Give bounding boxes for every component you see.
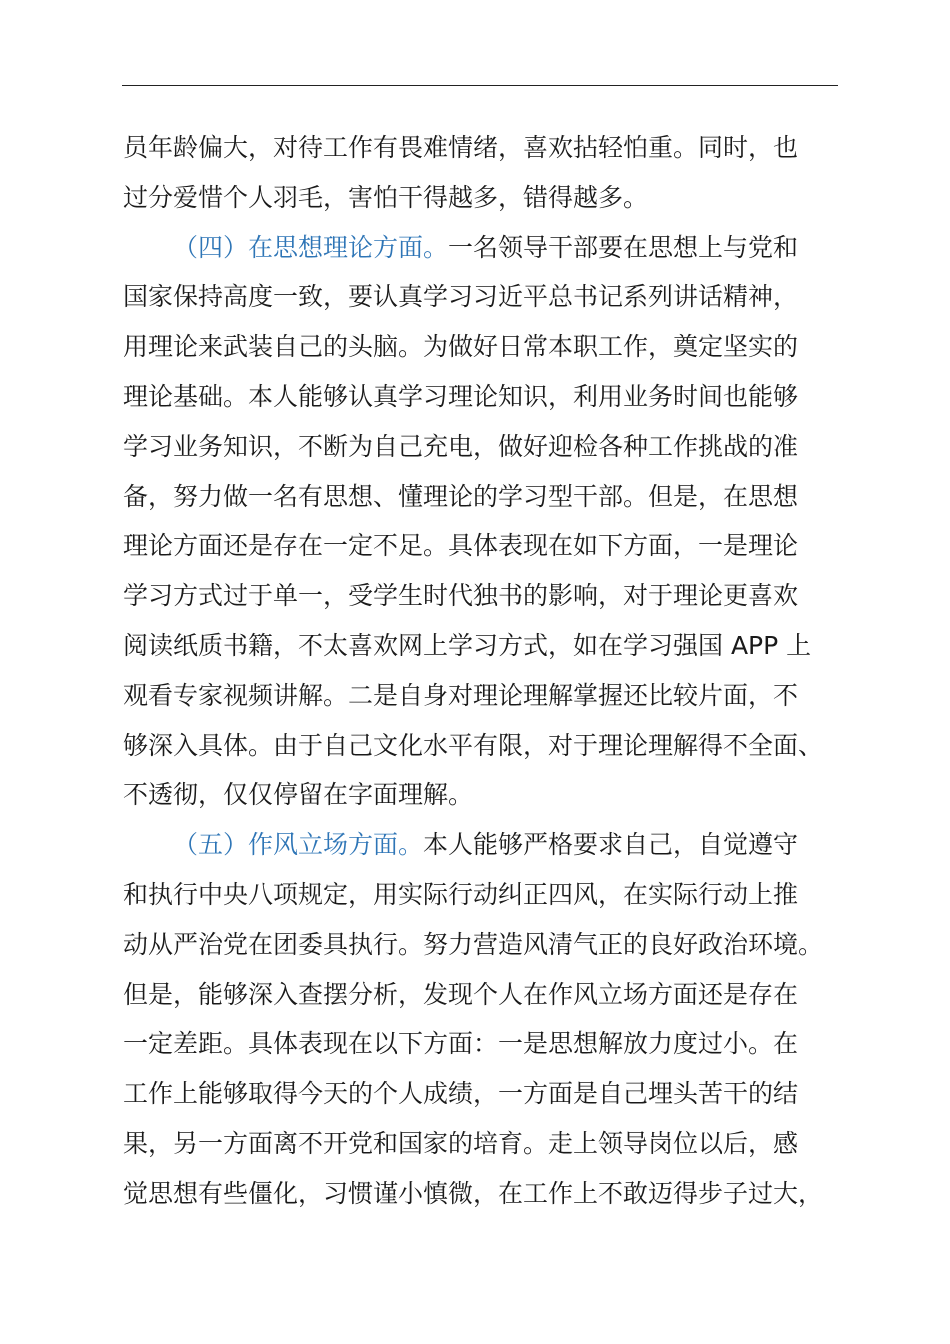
header-rule	[122, 85, 838, 86]
text-line: 一定差距。具体表现在以下方面：一是思想解放力度过小。在	[123, 1029, 799, 1059]
text-segment: 一名领导干部要在思想上与党和	[448, 232, 799, 262]
text-line: 够深入具体。由于自己文化水平有限，对于理论理解得不全面、	[123, 730, 824, 760]
text-line: 和执行中央八项规定，用实际行动纠正四风，在实际行动上推	[123, 879, 799, 909]
text-segment: 本人能够严格要求自己，自觉遵守	[423, 830, 799, 860]
section-heading-five: （五）作风立场方面。	[173, 830, 424, 860]
text-line: 员年龄偏大，对待工作有畏难情绪，喜欢拈轻怕重。同时，也	[123, 133, 799, 162]
section-five-paragraph-start	[123, 820, 858, 870]
text-line: 备，努力做一名有思想、懂理论的学习型干部。但是，在思想	[123, 481, 799, 511]
text-line: 果，另一方面离不开党和国家的培育。走上领导岗位以后，感	[123, 1128, 799, 1158]
text-line: 工作上能够取得今天的个人成绩，一方面是自己埋头苦干的结	[123, 1079, 799, 1109]
text-line: 学习业务知识，不断为自己充电，做好迎检各种工作挑战的准	[123, 431, 799, 461]
text-line: 过分爱惜个人羽毛，害怕干得越多，错得越多。	[123, 182, 649, 212]
text-line: 理论基础。本人能够认真学习理论知识，利用业务时间也能够	[123, 381, 799, 411]
text-line: 觉思想有些僵化，习惯谨小慎微，在工作上不敢迈得步子过大，	[123, 1178, 824, 1208]
text-line: 国家保持高度一致，要认真学习习近平总书记系列讲话精神，	[123, 282, 799, 312]
section-heading-four: （四）在思想理论方面。	[173, 232, 449, 262]
text-line: 用理论来武装自己的头脑。为做好日常本职工作，奠定坚实的	[123, 332, 799, 362]
document-body	[123, 123, 858, 1219]
text-line: 学习方式过于单一，受学生时代独书的影响，对于理论更喜欢	[123, 581, 799, 611]
text-line: 不透彻，仅仅停留在字面理解。	[123, 780, 474, 810]
text-line: 动从严治党在团委具执行。努力营造风清气正的良好政治环境。	[123, 929, 824, 959]
text-line: 观看专家视频讲解。二是自身对理论理解掌握还比较片面，不	[123, 680, 799, 710]
text-line: 阅读纸质书籍，不太喜欢网上学习方式，如在学习强国 APP 上	[123, 630, 812, 660]
text-line: 但是，能够深入查摆分析，发现个人在作风立场方面还是存在	[123, 979, 799, 1009]
text-line: 理论方面还是存在一定不足。具体表现在如下方面，一是理论	[123, 531, 799, 561]
section-four-paragraph-start	[123, 223, 858, 273]
